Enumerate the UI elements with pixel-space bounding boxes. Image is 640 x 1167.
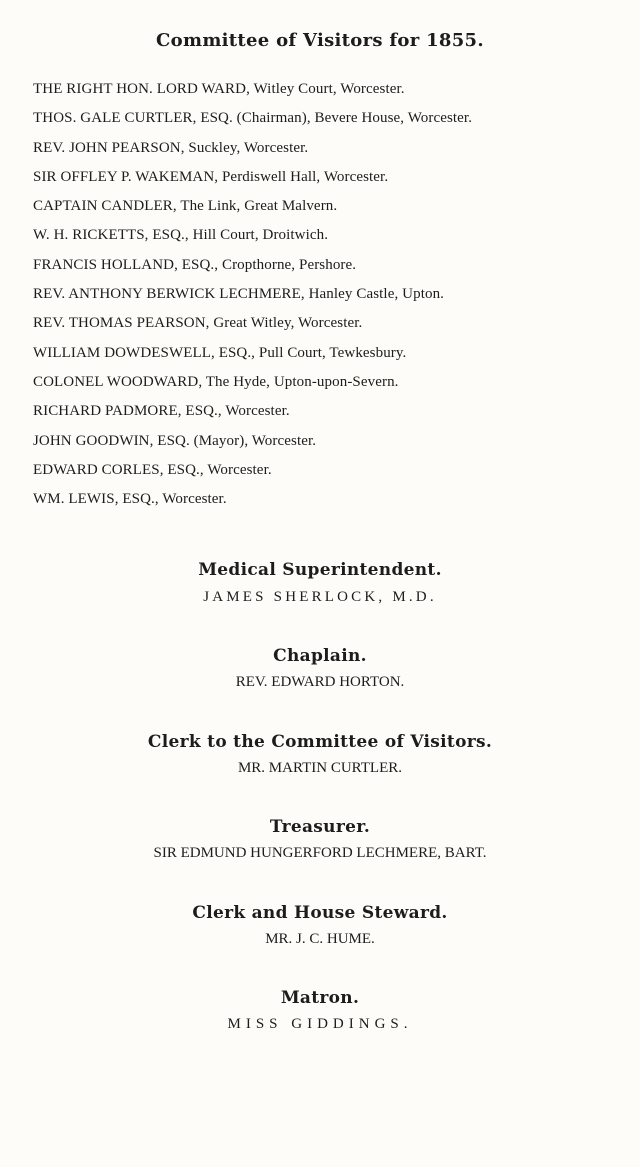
- medical-superintendent-heading: Medical Superintendent.: [198, 560, 442, 580]
- committee-member: W. H. RICKETTS, ESQ., Hill Court, Droitwich.: [33, 227, 329, 244]
- clerk-steward-heading: Clerk and House Steward.: [192, 903, 448, 923]
- committee-member: REV. THOMAS PEARSON, Great Witley, Worcester.: [33, 315, 363, 332]
- committee-member: CAPTAIN CANDLER, The Link, Great Malvern.: [33, 198, 338, 215]
- committee-member: REV. ANTHONY BERWICK LECHMERE, Hanley Castle, Upton.: [33, 286, 445, 303]
- clerk-steward-name: MR. J. C. HUME.: [265, 931, 375, 947]
- committee-member: WM. LEWIS, ESQ., Worcester.: [33, 491, 227, 508]
- treasurer-heading: Treasurer.: [269, 817, 371, 837]
- clerk-committee-heading: Clerk to the Committee of Visitors.: [147, 732, 493, 752]
- committee-heading: Committee of Visitors for 1855.: [156, 30, 484, 51]
- committee-member: RICHARD PADMORE, ESQ., Worcester.: [33, 403, 290, 420]
- committee-member: THE RIGHT HON. LORD WARD, Witley Court, Worcester.: [33, 81, 405, 97]
- treasurer-name: SIR EDMUND HUNGERFORD LECHMERE, BART.: [153, 845, 487, 861]
- chaplain-heading: Chaplain.: [273, 646, 367, 666]
- chaplain-name: REV. EDWARD HORTON.: [235, 674, 405, 690]
- clerk-committee-name: MR. MARTIN CURTLER.: [237, 760, 403, 776]
- matron-heading: Matron.: [280, 988, 360, 1008]
- matron-name: MISS GIDDINGS.: [227, 1016, 413, 1032]
- committee-member: JOHN GOODWIN, ESQ. (Mayor), Worcester.: [33, 432, 317, 449]
- committee-member-list: [33, 75, 472, 514]
- committee-member: REV. JOHN PEARSON, Suckley, Worcester.: [33, 139, 309, 156]
- medical-superintendent-name: JAMES SHERLOCK, M.D.: [203, 589, 437, 605]
- committee-member: COLONEL WOODWARD, The Hyde, Upton-upon-Severn.: [33, 373, 399, 390]
- committee-member: WILLIAM DOWDESWELL, ESQ., Pull Court, Tewkesbury.: [33, 344, 407, 361]
- committee-member: FRANCIS HOLLAND, ESQ., Cropthorne, Pershore.: [33, 256, 357, 273]
- committee-member: EDWARD CORLES, ESQ., Worcester.: [33, 461, 272, 478]
- committee-member: THOS. GALE CURTLER, ESQ. (Chairman), Bevere House, Worcester.: [33, 110, 473, 127]
- committee-member: SIR OFFLEY P. WAKEMAN, Perdiswell Hall, Worcester.: [33, 168, 389, 185]
